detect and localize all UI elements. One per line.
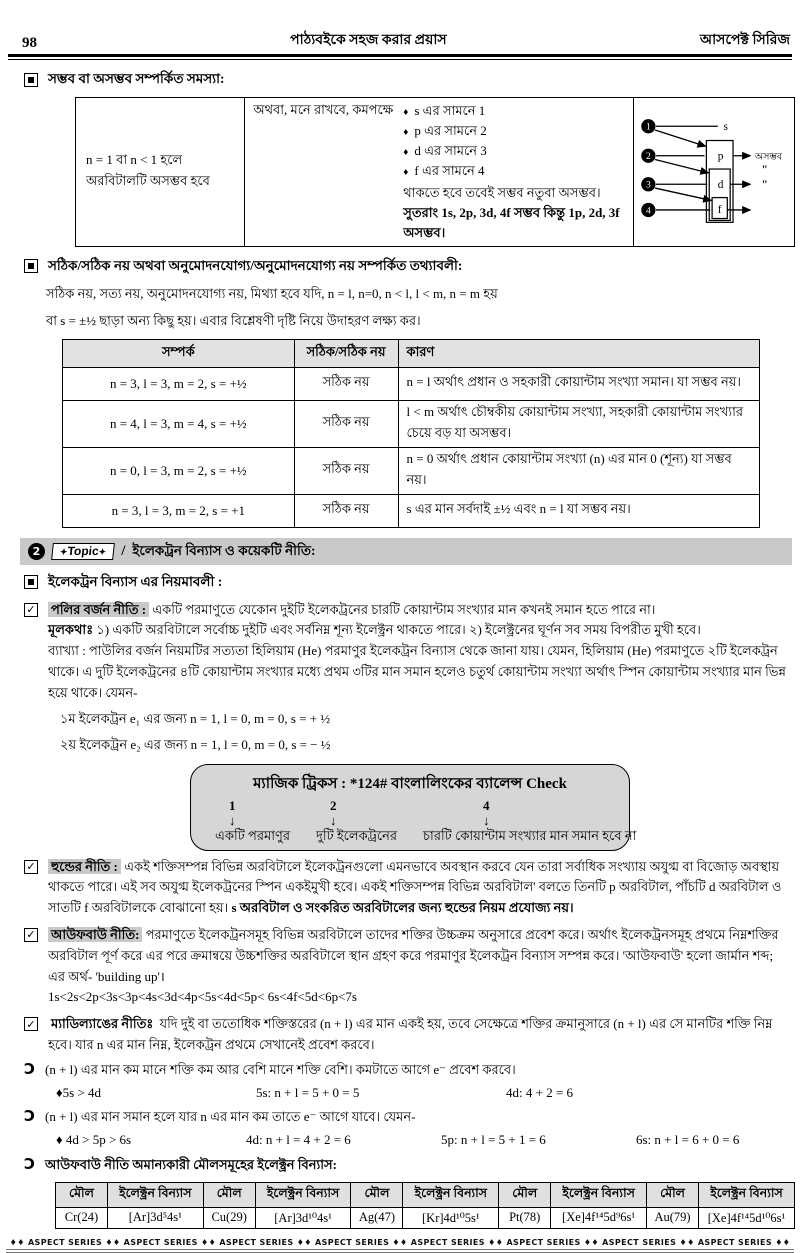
page-number: 98 [22, 35, 37, 51]
example-calc: 5s: n + l = 5 + 0 = 5 [256, 1084, 360, 1100]
orbital-p-label: p [717, 150, 724, 163]
pauli-name: পলির বর্জন নীতি : [48, 602, 149, 617]
example-calc: 4d: n + l = 4 + 2 = 6 [246, 1132, 351, 1148]
slash-separator: / [121, 542, 126, 559]
magic-digit: 4 [483, 797, 490, 813]
element-cell: Au(79) [647, 1207, 699, 1228]
reason-cell: n = 0 অর্থাৎ প্রধান কোয়ান্টাম সংখ্যা (n) এর মান 0 (শূন্য) যা সম্ভব নয়। [398, 447, 759, 494]
condition-line1: n = 1 বা n < 1 হলে [86, 151, 183, 167]
col-header-config: ইলেক্ট্রন বিন্যাস [255, 1182, 351, 1207]
diamond-bullet-icon: ♦ [403, 167, 409, 179]
element-cell: Cr(24) [56, 1207, 108, 1228]
hund-text: একই শক্তিসম্পন্ন বিভিন্ন অরবিটালে ইলেকট্রনগুলো এমনভাবে অবস্থান করবে যেন তারা সর্বাধিক সংখ্যায় অযুগ্ম বা বিজোড় অবস্থায় থাকতে পারে। এই সব অযুগ্ম ইলেকট্রনের স্পিন একইমুখী হবে। একই শক্তিসম্পন্ন বিভিন্ন অরবিটাল' বলতে তিনটি p অরবিটাল, পাঁচটি d অরবিটাল ও সাতটি f অরবিটালকে বোঝানো হয়। [48, 858, 782, 916]
down-arrow-icon: ↓ [483, 812, 490, 828]
verdict-cell: সঠিক নয় [294, 367, 398, 400]
down-arrow-icon: ↓ [229, 812, 236, 828]
note1-text: (n + l) এর মান কম মানে শক্তি কম আর বেশি মানে শক্তি বেশি। কমটাতে আগে e⁻ প্রবেশ করবে। [45, 1061, 516, 1077]
col-header-config: ইলেক্ট্রন বিন্যাস [403, 1182, 499, 1207]
element-cell: Ag(47) [351, 1207, 403, 1228]
aufbau-energy-order: 1s<2s<2p<3s<3p<4s<3d<4p<5s<4d<5p< 6s<4f<5d<6p<7s [48, 989, 357, 1005]
magic-title: ম্যাজিক ট্রিকস : *124# বাংলালিংকের ব্যালেন্স Check [253, 775, 567, 792]
magic-digit: 2 [330, 797, 337, 813]
impossible-label: অসম্ভব [754, 152, 783, 163]
header-divider [8, 54, 792, 60]
note-row [24, 1107, 792, 1128]
magic-item [316, 799, 397, 844]
diamond-bullet-icon: ♦ [403, 107, 409, 118]
list-item [403, 161, 625, 181]
section2-line2: বা s = ±½ ছাড়া অন্য কিছু হয়। এবার বিশ্লেষণী দৃষ্টি নিয়ে উদাহরণ লক্ষ্য কর। [46, 312, 421, 328]
bullet-text: f এর সামনে 4 [414, 163, 485, 179]
page-footer: ♦♦ ASPECT SERIES ♦♦ ASPECT SERIES ♦♦ ASPECT SERIES ♦♦ ASPECT SERIES ♦♦ ASPECT SERIES ♦♦ ASPECT SERIES ♦♦ ASPECT SERIES ♦♦ ASPECT SERIES ♦♦ [6, 1237, 794, 1253]
element-cell: Pt(78) [499, 1207, 551, 1228]
note-row [24, 1060, 792, 1081]
col-header-element: মৌল [203, 1182, 255, 1207]
note2-text: (n + l) এর মান সমান হলে যার n এর মান কম তাতে e⁻ আগে যাবে। যেমন- [45, 1109, 416, 1125]
table-row [63, 494, 760, 527]
pointer-bullet-icon: Ɔ [24, 1107, 36, 1126]
config-cell: [Ar]3d¹⁰4s¹ [255, 1207, 351, 1228]
magic-trick-box [190, 764, 637, 851]
col-header-element: মৌল [647, 1182, 699, 1207]
checkbox-icon: ✓ [24, 1017, 38, 1031]
aufbau-rule [24, 925, 792, 1008]
magic-item [215, 799, 290, 844]
list-item [403, 121, 625, 141]
ornament-icon: ✦ [98, 546, 107, 557]
checkbox-icon: ✓ [24, 928, 38, 942]
header-series-name: আসপেক্ট সিরিজ [699, 33, 790, 48]
bullet-text: d এর সামনে 3 [414, 143, 487, 159]
conclusion [403, 183, 625, 243]
reason-cell: l < m অর্থাৎ চৌম্বকীয় কোয়ান্টাম সংখ্যা, সহকারী কোয়ান্টাম সংখ্যার চেয়ে বড় যা অসম্ভব। [398, 400, 759, 447]
config-cell: [Ar]3d⁵4s¹ [107, 1207, 203, 1228]
magic-label: চারটি কোয়ান্টাম সংখ্যার মান সমান হবে না [423, 827, 637, 843]
circle-number-3: 3 [645, 180, 651, 191]
section1-heading [24, 68, 792, 91]
square-bullet-icon [24, 259, 38, 273]
ditto-mark: " [761, 163, 768, 176]
bullet-text: p এর সামনে 2 [414, 123, 487, 139]
verdict-cell: সঠিক নয় [294, 400, 398, 447]
pointer-bullet-icon: Ɔ [24, 1059, 36, 1078]
magic-label: একটি পরমাণুর [215, 827, 291, 843]
example-calc: 4d: 4 + 2 = 6 [506, 1084, 574, 1100]
conclusion-text: থাকতে হবে তবেই সম্ভব নতুবা অসম্ভব। [403, 184, 601, 200]
checkbox-icon: ✓ [24, 603, 38, 617]
circle-number-1: 1 [645, 122, 651, 133]
topic-label: Topic [66, 543, 100, 558]
orbital-bullet-list [403, 101, 625, 243]
section2-heading [24, 255, 792, 278]
pauli-explanation: ব্যাখ্যা : পাউলির বর্জন নিয়মটির সত্যতা হিলিয়াম (He) পরমাণুর ইলেকট্রন বিন্যাস থেকে জানা যায়। যেমন, হিলিয়াম (He) পরমাণুতে ২টি ইলেকট্রন থাকে। এ দুটি ইলেকট্রনের ৪টি কোয়ান্টাম সংখ্যার মধ্যে প্রথম ৩টির মান সমান হলেও চতুর্থ কোয়ান্টাম সংখ্যা অর্থাৎ স্পিন কোয়ান্টাম সংখ্যার মান ভিন্ন হয়ে থাকে। যেমন- [48, 643, 786, 700]
orbital-diagram-cell [633, 98, 794, 247]
madelung-name: ম্যাডিল্যাঙের নীতিঃ [51, 1016, 154, 1032]
square-bullet-icon [24, 73, 38, 87]
config-cell: [Xe]4f¹⁴5d¹⁰6s¹ [699, 1207, 795, 1228]
note3-heading: আউফবাউ নীতি অমান্যকারী মৌলসমূহের ইলেক্ট্রন বিন্যাস: [45, 1156, 337, 1172]
relation-cell: n = 3, l = 3, m = 2, s = +1 [63, 494, 295, 527]
table-row [63, 367, 760, 400]
topic-number-badge: 2 [28, 543, 45, 560]
topic-bar [20, 538, 792, 565]
diamond-bullet-icon: ♦ [403, 127, 409, 139]
rule-intro: অথবা, মনে রাখবে, কমপক্ষে [253, 102, 394, 117]
magic-item [423, 799, 636, 844]
table-header-row [63, 339, 760, 367]
relation-cell: n = 0, l = 3, m = 2, s = +½ [63, 447, 295, 494]
reason-cell: n = l অর্থাৎ প্রধান ও সহকারী কোয়ান্টাম সংখ্যা সমান। যা সম্ভব নয়। [398, 367, 759, 400]
madelung-text: যদি দুই বা ততোধিক শক্তিস্তরের (n + l) এর মান একই হয়, তবে সেক্ষেত্রে শক্তির ক্রমানুসারে (n + l) এর সে মানটির শক্তি নিম্ন হবে। যার n এর মান নিম্ন, ইলেকট্রন প্রথমে সেখানেই প্রবেশ করবে। [48, 1016, 773, 1052]
ornament-icon: ✦ [59, 546, 69, 557]
magic-label: দুটি ইলেকট্রনের [316, 827, 398, 843]
reason-cell: s এর মান সর্বদাই ±½ এবং n = l যা সম্ভব নয়। [398, 494, 759, 527]
checkbox-icon: ✓ [24, 860, 38, 874]
table-row [63, 400, 760, 447]
pauli-statement: একটি পরমাণুতে যেকোন দুইটি ইলেকট্রনের চারটি কোয়ান্টাম সংখ্যার মান কখনই সমান হতে পারে না। [152, 601, 656, 617]
example-row [56, 1083, 792, 1104]
col-header-reason: কারণ [398, 339, 759, 367]
section2-line1: সঠিক নয়, সত্য নয়, অনুমোদনযোগ্য নয়, মিথ্যা হবে যদি, n = l, n=0, n < l, l < m, n = m হয় [46, 285, 498, 301]
orbital-f-label: f [717, 203, 722, 216]
list-item [403, 141, 625, 161]
orbital-d-label: d [717, 179, 724, 192]
aufbau-exceptions-table [55, 1182, 795, 1229]
ditto-mark: " [761, 179, 768, 192]
relation-cell: n = 4, l = 3, m = 4, s = +½ [63, 400, 295, 447]
hund-name: হুন্ডের নীতি : [48, 859, 121, 874]
condition-cell [76, 98, 245, 247]
diamond-bullet-icon: ♦ [403, 147, 409, 159]
electron1-line: ১ম ইলেকট্রন e₁ এর জন্য n = 1, l = 0, m = 0, s = + ½ [60, 710, 331, 726]
example-calc: 6s: n + l = 6 + 0 = 6 [636, 1132, 740, 1148]
magic-digit: 1 [229, 797, 236, 813]
pointer-bullet-icon: Ɔ [24, 1154, 36, 1173]
topic-label-box [51, 543, 115, 560]
keypoint-label: মূলকথাঃ [48, 622, 94, 638]
bullet-text: s এর সামনে 1 [414, 103, 486, 118]
orbital-impossibility-diagram [636, 111, 792, 229]
table-row [56, 1207, 795, 1228]
col-header-verdict: সঠিক/সঠিক নয় [294, 339, 398, 367]
element-cell: Cu(29) [203, 1207, 255, 1228]
note-row [24, 1155, 792, 1176]
hund-rule [24, 857, 792, 919]
col-header-relation: সম্পর্ক [63, 339, 295, 367]
page-header [0, 10, 800, 53]
verdict-cell: সঠিক নয় [294, 447, 398, 494]
circle-number-2: 2 [645, 152, 651, 163]
electron2-line: ২য় ইলেকট্রন e₂ এর জন্য n = 1, l = 0, m = 0, s = − ½ [60, 736, 331, 752]
col-header-element: মৌল [499, 1182, 551, 1207]
col-header-element: মৌল [351, 1182, 403, 1207]
square-bullet-icon [24, 575, 38, 589]
section1-title: সম্ভব বা অসম্ভব সম্পর্কিত সমস্যা: [48, 71, 225, 86]
table-header-row [56, 1182, 795, 1207]
pauli-keypoint: ১) একটি অরবিটালে সর্বোচ্চ দুইটি এবং সর্বনিম্ন শূন্য ইলেক্ট্রন থাকতে পারে। ২) ইলেক্ট্রনের ঘূর্ণন সব সময় বিপরীত মুখী হবে। [96, 622, 701, 638]
rule-cell [245, 98, 634, 247]
rules-heading: ইলেকট্রন বিন্যাস এর নিয়মাবলী : [48, 573, 223, 589]
example-calc: 5p: n + l = 5 + 1 = 6 [441, 1132, 546, 1148]
orbital-s-label: s [723, 121, 728, 134]
col-header-element: মৌল [56, 1182, 108, 1207]
topic-title: ইলেকট্রন বিন্যাস ও কয়েকটি নীতি: [132, 542, 316, 558]
hund-bold-tail: s অরবিটাল ও সংকরিত অরবিটালের জন্য হুন্ডের নিয়ম প্রযোজ্য নয়। [231, 900, 574, 916]
list-item [403, 101, 625, 121]
relation-cell: n = 3, l = 3, m = 2, s = +½ [63, 367, 295, 400]
example-row [56, 1130, 792, 1151]
quantum-validity-table [62, 339, 760, 528]
conclusion-bold-text: সুতরাং 1s, 2p, 3d, 4f সম্ভব কিন্তু 1p, 2d, 3f অসম্ভব। [403, 204, 620, 240]
circle-number-4: 4 [645, 206, 651, 217]
possible-impossible-table [75, 97, 795, 247]
header-center-title: পাঠ্যবইকে সহজ করার প্রয়াস [290, 33, 447, 48]
pauli-rule [24, 600, 792, 704]
section2-title: সঠিক/সঠিক নয় অথবা অনুমোদনযোগ্য/অনুমোদনযোগ্য নয় সম্পর্কিত তথ্যাবলী: [48, 257, 463, 273]
verdict-cell: সঠিক নয় [294, 494, 398, 527]
config-cell: [Xe]4f¹⁴5d⁹6s¹ [551, 1207, 647, 1228]
aufbau-name: আউফবাউ নীতি: [48, 927, 142, 942]
table-row [63, 447, 760, 494]
aufbau-text: পরমাণুতে ইলেকট্রনসমূহ বিভিন্ন অরবিটালে তাদের শক্তির উচ্চক্রম অনুসারে প্রবেশ করে। অর্থাৎ ইলেকট্রনসমূহ প্রথমে নিম্নশক্তির অরবিটাল পূর্ণ করে এর পরে ক্রমান্বয়ে উচ্চশক্তির অরবিটালে স্থান গ্রহণ করে পরমাণুর ইলেকট্রন বিন্যাস সম্পন্ন করে। 'আউফবাউ' হলো জার্মান শব্দ; এর অর্থ- 'building up'। [48, 926, 779, 984]
col-header-config: ইলেক্ট্রন বিন্যাস [107, 1182, 203, 1207]
example-comparison: ♦ 4d > 5p > 6s [56, 1132, 132, 1148]
down-arrow-icon: ↓ [330, 812, 337, 828]
condition-line2: অরবিটালটি অসম্ভব হবে [86, 172, 210, 188]
col-header-config: ইলেক্ট্রন বিন্যাস [699, 1182, 795, 1207]
rules-heading-row [24, 571, 792, 594]
config-cell: [Kr]4d¹⁰5s¹ [403, 1207, 499, 1228]
col-header-config: ইলেক্ট্রন বিন্যাস [551, 1182, 647, 1207]
example-comparison: ♦5s > 4d [56, 1084, 102, 1100]
